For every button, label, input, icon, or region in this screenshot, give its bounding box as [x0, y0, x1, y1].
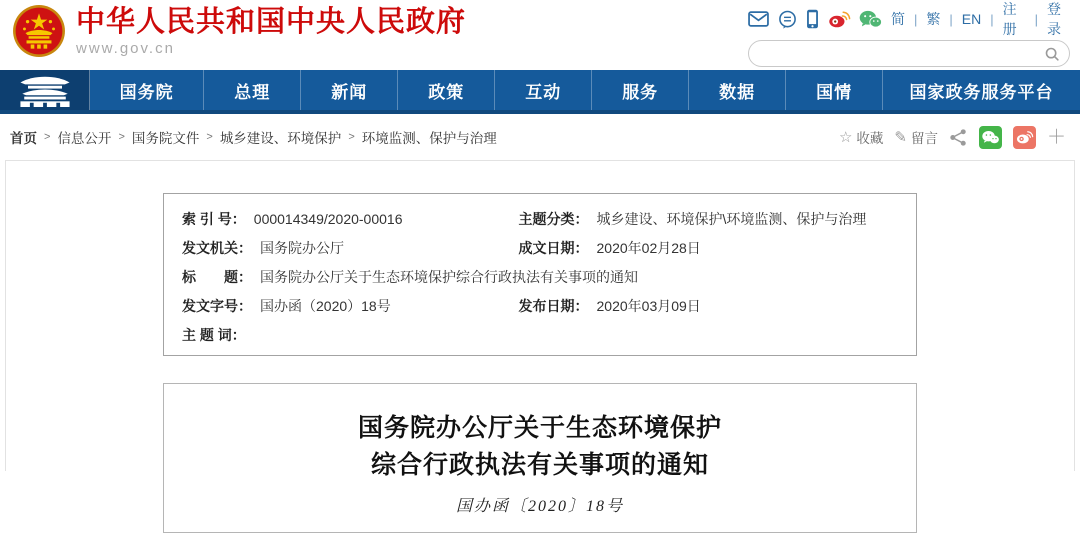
breadcrumb-separator: > — [44, 131, 51, 143]
mobile-icon[interactable] — [806, 9, 819, 29]
meta-index — [182, 207, 519, 231]
meta-keywords-label: 主 题 词： — [182, 327, 246, 343]
comment-button[interactable] — [894, 127, 938, 147]
breadcrumb-bar — [0, 114, 1080, 160]
header-quick-links — [748, 1, 1070, 37]
link-separator: | — [990, 11, 994, 27]
meta-agency-label: 发文机关： — [182, 240, 252, 256]
wechat-icon — [982, 130, 999, 145]
meta-title-label: 标 题： — [182, 269, 252, 285]
breadcrumb-separator: > — [206, 131, 213, 143]
nav-item-zhengwu-platform[interactable]: 国家政务服务平台 — [909, 82, 1054, 102]
meta-date-pub-value: 2020年03月09日 — [596, 298, 701, 314]
lang-english-link[interactable]: EN — [961, 11, 982, 27]
meta-topic-label: 主题分类： — [518, 211, 589, 227]
breadcrumb — [10, 127, 504, 147]
nav-item-fuwu[interactable]: 服务 — [592, 70, 689, 110]
nav-item-xinwen[interactable]: 新闻 — [301, 70, 398, 110]
nav-item-hudong[interactable]: 互动 — [495, 70, 592, 110]
document-title — [164, 410, 916, 484]
national-emblem-icon — [12, 4, 66, 58]
meta-topic — [519, 207, 898, 231]
site-header — [0, 0, 1080, 70]
share-wechat-button[interactable] — [979, 126, 1002, 149]
meta-index-value: 000014349/2020-00016 — [253, 211, 403, 227]
pencil-icon: ✎ — [894, 129, 907, 146]
wechat-icon[interactable] — [859, 10, 882, 29]
meta-date-written — [519, 236, 898, 260]
document-meta-table — [163, 193, 917, 356]
meta-doc-no-value: 国办函（2020）18号 — [260, 298, 391, 314]
meta-agency — [182, 236, 519, 260]
meta-index-label: 索 引 号： — [182, 211, 246, 227]
content-frame — [5, 160, 1075, 515]
star-icon: ☆ — [838, 129, 853, 146]
breadcrumb-huanjing-jiance[interactable]: 环境监测、保护与治理 — [361, 131, 497, 146]
meta-title-value: 国务院办公厅关于生态环境保护综合行政执法有关事项的通知 — [260, 269, 638, 285]
mail-icon[interactable] — [748, 11, 769, 27]
weibo-icon[interactable] — [828, 10, 850, 28]
document-number: 国办函〔2020〕18号 — [455, 498, 624, 515]
meta-keywords — [182, 323, 898, 347]
share-icon[interactable] — [949, 128, 968, 147]
meta-date-pub-label: 发布日期： — [518, 298, 589, 314]
breadcrumb-guowuyuan-wenjian[interactable]: 国务院文件 — [131, 131, 200, 146]
main-nav — [0, 70, 1080, 114]
nav-item-guowuyuan[interactable]: 国务院 — [90, 70, 204, 110]
weibo-icon — [1016, 130, 1033, 144]
document-body — [163, 383, 917, 533]
brand — [12, 4, 466, 58]
meta-doc-no-label: 发文字号： — [182, 298, 252, 314]
site-title: 中华人民共和国中央人民政府 — [76, 6, 467, 38]
favorite-button[interactable] — [839, 127, 883, 147]
link-separator: | — [949, 11, 953, 27]
search-box[interactable] — [748, 40, 1070, 67]
search-icon[interactable] — [1044, 46, 1060, 62]
breadcrumb-home[interactable]: 首页 — [10, 131, 37, 146]
meta-topic-value: 城乡建设、环境保护\环境监测、保护与治理 — [596, 211, 867, 227]
site-url[interactable]: www.gov.cn — [76, 40, 175, 57]
favorite-label: 收藏 — [856, 131, 884, 146]
meta-date-pub — [519, 294, 898, 318]
search-input[interactable] — [761, 46, 1044, 61]
document-title-line1: 国务院办公厅关于生态环境保护 — [357, 415, 722, 442]
comment-icon[interactable] — [778, 10, 797, 29]
nav-item-zongli[interactable]: 总理 — [204, 70, 301, 110]
nav-item-zhengce[interactable]: 政策 — [398, 70, 495, 110]
tiananmen-icon[interactable] — [0, 70, 90, 110]
link-separator: | — [1034, 11, 1039, 27]
comment-label: 留言 — [910, 131, 938, 146]
lang-traditional-link[interactable]: 繁 — [926, 11, 941, 27]
page-actions — [839, 126, 1066, 149]
header-right — [748, 1, 1070, 67]
breadcrumb-separator: > — [118, 131, 125, 143]
meta-doc-no — [182, 294, 519, 318]
breadcrumb-xinxigongkai[interactable]: 信息公开 — [57, 131, 112, 146]
breadcrumb-separator: > — [348, 131, 355, 143]
register-link[interactable]: 注册 — [1002, 1, 1017, 37]
meta-date-written-label: 成文日期： — [518, 240, 589, 256]
brand-text — [76, 5, 466, 57]
meta-agency-value: 国务院办公厅 — [260, 240, 344, 256]
breadcrumb-chengxiang-huanbao[interactable]: 城乡建设、环境保护 — [219, 131, 342, 146]
nav-item-shuju[interactable]: 数据 — [689, 70, 786, 110]
meta-date-written-value: 2020年02月28日 — [596, 240, 701, 256]
lang-simplified-link[interactable]: 简 — [891, 11, 906, 27]
more-share-button[interactable]: ＋ — [1046, 126, 1066, 148]
share-weibo-button[interactable] — [1013, 126, 1036, 149]
meta-title — [182, 265, 898, 289]
link-separator: | — [914, 11, 918, 27]
document-title-line2: 综合行政执法有关事项的通知 — [370, 452, 709, 479]
nav-item-guoqing[interactable]: 国情 — [786, 70, 883, 110]
login-link[interactable]: 登录 — [1047, 1, 1062, 37]
